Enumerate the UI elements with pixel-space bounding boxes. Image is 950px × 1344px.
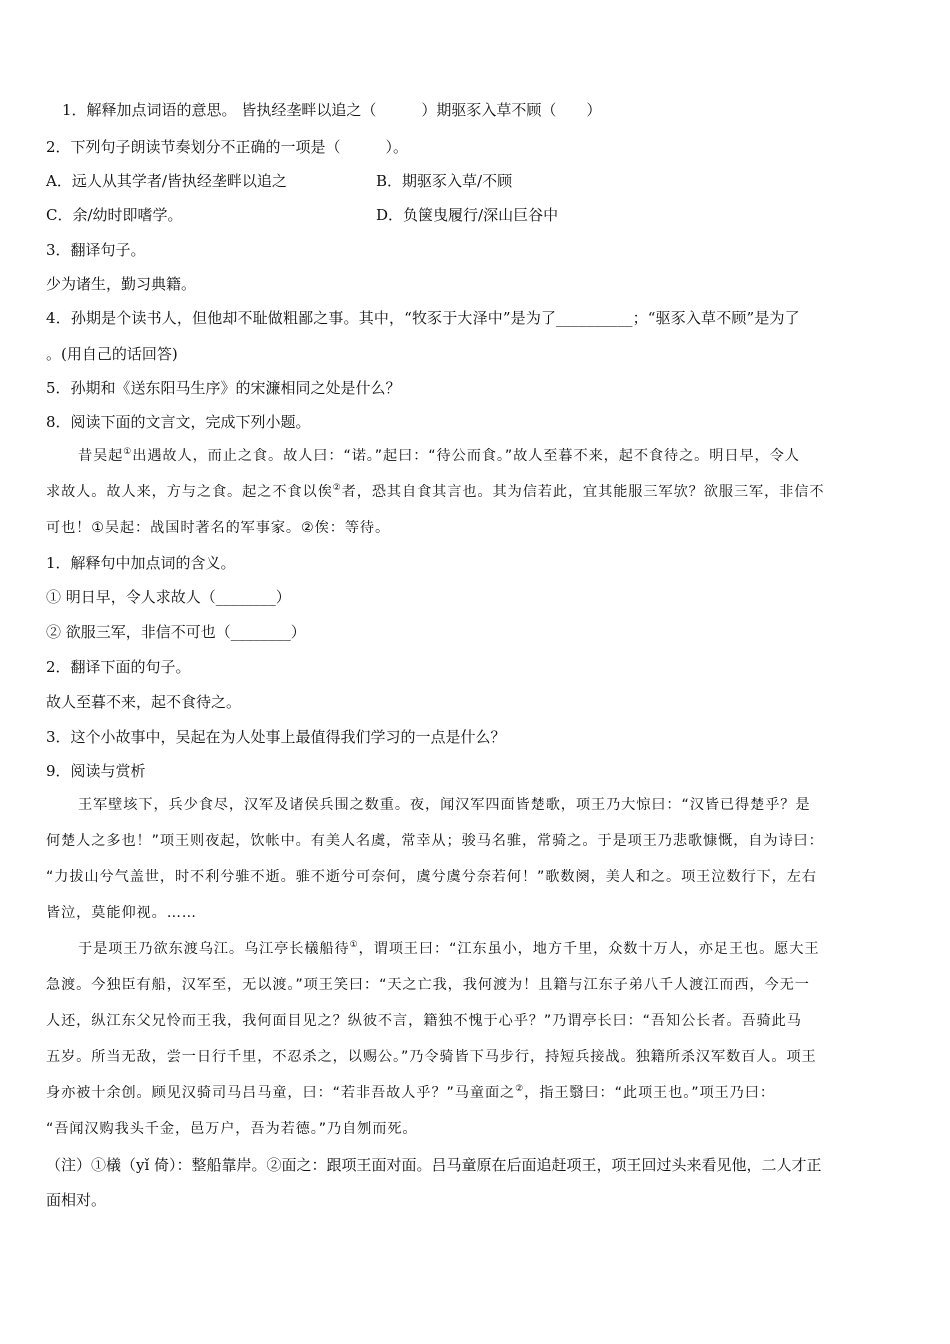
section-8-q1-item-1: ① 明日早，令人求故人（________）: [46, 588, 291, 606]
question-5-line: 5．孙期和《送东阳马生序》的宋濂相同之处是什么？: [46, 379, 401, 397]
question-3-line: 3．翻译句子。: [46, 241, 146, 259]
option-b: B．期驱豕入草/不顾: [376, 172, 513, 190]
passage-9-p1-line-1: 王军壁垓下，兵少食尽，汉军及诸侯兵围之数重。夜，闻汉军四面皆楚歌，项王乃大惊曰：“汉皆已得楚乎？是: [78, 797, 811, 813]
option-a: A．远人从其学者/皆执经垄畔以追之: [46, 172, 287, 190]
section-8-q1-item-2: ② 欲服三军，非信不可也（________）: [46, 623, 306, 641]
question-4-continued: 。(用自己的话回答): [46, 345, 178, 363]
footnote-1-marker: ①: [123, 447, 133, 457]
notes-line-1: （注）①檥（yǐ 倚）：整船靠岸。②面之：跟项王面对面。吕马童原在后面追赶项王，项王回过头来看见他，二人才正: [46, 1156, 822, 1174]
passage-8-line-2: 求故人。故人来，方与之食。起之不食以俟②者，恐其自食其言也。其为信若此，宜其能服三军欤？欲服三军，非信不: [46, 483, 825, 500]
passage-8-line-1: 昔吴起①出遇故人，而止之食。故人曰：“诺。”起曰：“待公而食。”故人至暮不来，起不食待之。明日早，令人: [78, 447, 800, 464]
section-8-q2-sentence: 故人至暮不来，起不食待之。: [46, 693, 242, 711]
passage-9-p2-line-2: 急渡。今独臣有船，汉军至，无以渡。”项王笑曰：“天之亡我，我何渡为！且籍与江东子弟八千人渡江而西，今无一: [46, 977, 810, 993]
section-8-heading: 8．阅读下面的文言文，完成下列小题。: [46, 413, 311, 431]
translate-sentence: 少为诸生，勤习典籍。: [46, 275, 197, 293]
passage-9-p2-line-5: 身亦被十余创。顾见汉骑司马吕马童，曰：“若非吾故人乎？”马童面之②，指王翳曰：“此项王也。”项王乃曰：: [46, 1084, 775, 1101]
section-8-q2: 2．翻译下面的句子。: [46, 658, 191, 676]
footnote-2-marker: ②: [515, 1084, 525, 1094]
section-8-q3: 3．这个小故事中，吴起在为人处事上最值得我们学习的一点是什么？: [46, 728, 506, 746]
footnote-1-marker: ①: [349, 940, 359, 950]
option-d: D．负箧曳履行/深山巨谷中: [376, 206, 559, 224]
notes-line-2: 面相对。: [46, 1191, 107, 1209]
option-c: C．余/幼时即嗜学。: [46, 206, 183, 224]
section-8-q1: 1．解释句中加点词的含义。: [46, 554, 236, 572]
passage-9-p1-line-2: 何楚人之多也！”项王则夜起，饮帐中。有美人名虞，常幸从；骏马名骓，常骑之。于是项王乃悲歌慷慨，自为诗曰：: [46, 833, 824, 849]
footnote-2-marker: ②: [332, 483, 342, 493]
options-ab-row: [46, 171, 908, 191]
passage-9-p2-line-1: 于是项王乃欲东渡乌江。乌江亭长檥船待①，谓项王曰：“江东虽小，地方千里，众数十万人，亦足王也。愿大王: [78, 940, 820, 957]
question-2-line: 2．下列句子朗读节奏划分不正确的一项是（ ）。: [46, 138, 409, 156]
passage-9-p2-line-6: “吾闻汉购我头千金，邑万户，吾为若德。”乃自刎而死。: [46, 1121, 418, 1137]
section-9-heading: 9．阅读与赏析: [46, 762, 146, 780]
options-cd-row: [46, 205, 908, 225]
passage-9-p2-line-3: 人还，纵江东父兄怜而王我，我何面目见之？纵彼不言，籍独不愧于心乎？”乃谓亭长曰：“吾知公长者。吾骑此马: [46, 1013, 802, 1029]
passage-9-p1-line-4: 皆泣，莫能仰视。……: [46, 905, 197, 921]
passage-8-line-3: 可也！①吴起：战国时著名的军事家。②俟：等待。: [46, 520, 391, 536]
passage-9-p2-line-4: 五岁。所当无敌，尝一日行千里，不忍杀之，以赐公。”乃令骑皆下马步行，持短兵接战。独籍所杀汉军数百人。项王: [46, 1049, 817, 1065]
question-4-line: 4．孙期是个读书人，但他却不耻做粗鄙之事。其中，“牧豕于大泽中”是为了__________；“驱豕入草不顾”是为了: [46, 309, 800, 327]
question-1-line: 1．解释加点词语的意思。 皆执经垄畔以追之（ ）期驱豕入草不顾（ ）: [62, 101, 602, 119]
passage-9-p1-line-3: “力拔山兮气盖世，时不利兮骓不逝。骓不逝兮可奈何，虞兮虞兮奈若何！”歌数阕，美人和之。项王泣数行下，左右: [46, 869, 817, 885]
